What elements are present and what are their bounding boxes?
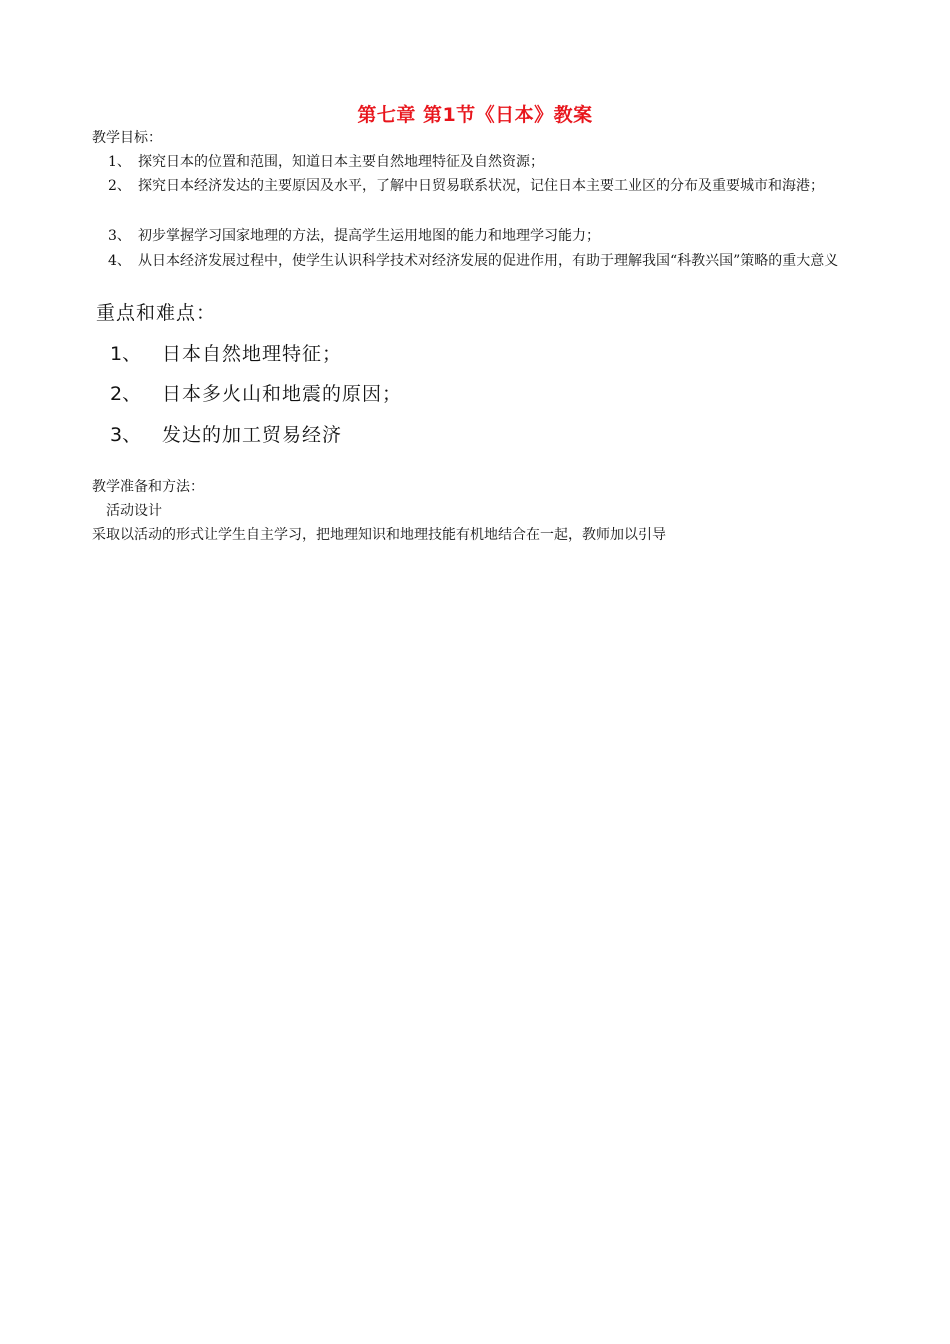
objectives-label: 教学目标： <box>92 130 162 146</box>
objective-number: 2、 <box>108 178 131 194</box>
objective-number: 4、 <box>108 253 131 269</box>
key-point-text: 日本自然地理特征； <box>162 343 343 365</box>
document-title: 第七章 第1节《日本》教案 <box>357 104 593 126</box>
objective-item <box>108 150 868 174</box>
objective-item <box>108 224 868 248</box>
objective-number: 1、 <box>108 154 131 170</box>
prep-label: 教学准备和方法： <box>92 479 204 495</box>
key-point-number: 3、 <box>110 424 142 446</box>
method-text: 采取以活动的形式让学生自主学习，把地理知识和地理技能有机地结合在一起，教师加以引导 <box>92 527 666 543</box>
objective-item <box>108 174 868 198</box>
activity-label: 活动设计 <box>106 503 162 519</box>
key-points-heading: 重点和难点： <box>96 302 217 324</box>
key-point-text: 日本多火山和地震的原因； <box>162 383 403 405</box>
objective-text: 探究日本经济发达的主要原因及水平，了解中日贸易联系状况，记住日本主要工业区的分布及重要城市和海港； <box>138 178 824 194</box>
objective-text: 从日本经济发展过程中，使学生认识科学技术对经济发展的促进作用，有助于理解我国“科教兴国”策略的重大意义 <box>138 253 839 269</box>
key-point-number: 1、 <box>110 343 142 365</box>
key-point-number: 2、 <box>110 383 142 405</box>
key-point-item <box>110 341 342 367</box>
objective-item <box>108 249 868 273</box>
key-point-text: 发达的加工贸易经济 <box>162 424 343 446</box>
objective-number: 3、 <box>108 228 131 244</box>
objective-text: 初步掌握学习国家地理的方法，提高学生运用地图的能力和地理学习能力； <box>138 228 600 244</box>
objective-text: 探究日本的位置和范围，知道日本主要自然地理特征及自然资源； <box>138 154 544 170</box>
key-point-item <box>110 422 342 448</box>
key-point-item <box>110 381 402 407</box>
